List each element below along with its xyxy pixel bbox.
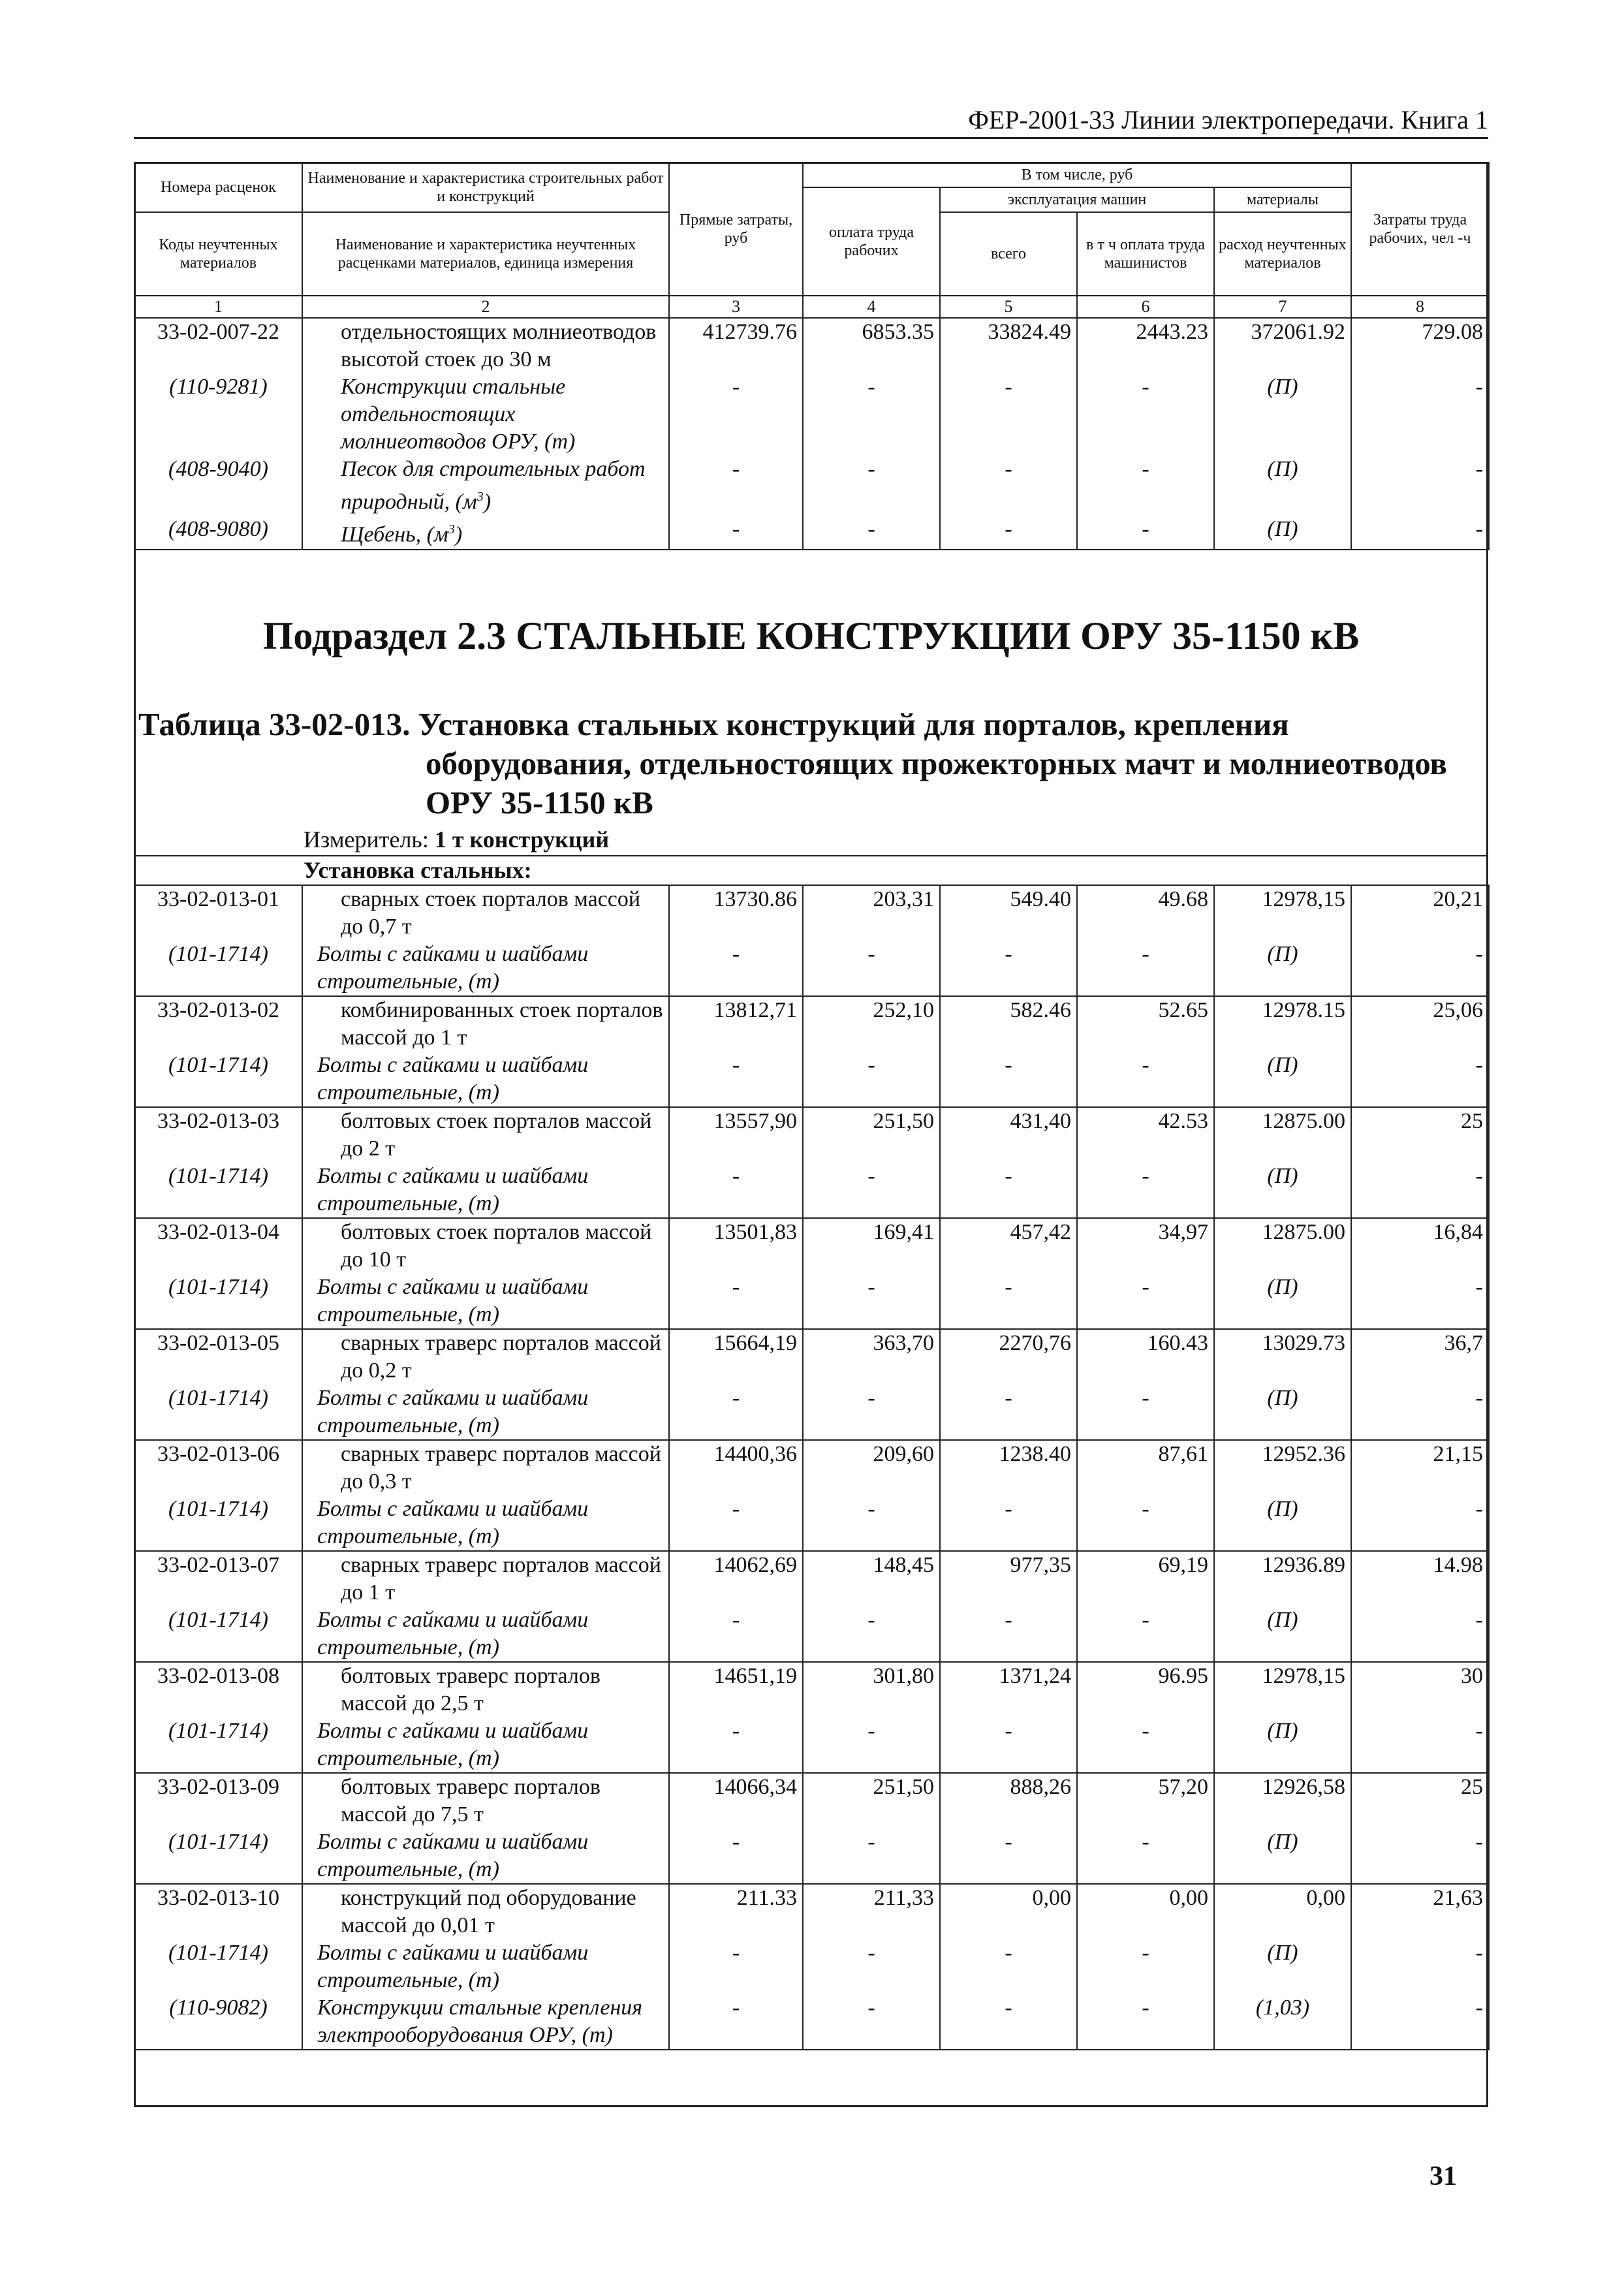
machinist-wages: 49.68	[1077, 885, 1214, 941]
rate-name: болтовых стоек порталов массой до 2 т	[302, 1107, 669, 1163]
labor-cost: 729.08	[1351, 318, 1489, 373]
machines-cost: -	[940, 1496, 1077, 1551]
material-name: Болты с гайками и шайбами строительные, (т)	[302, 1496, 669, 1551]
machines-cost: -	[940, 1994, 1077, 2050]
direct-cost: 14651,19	[669, 1662, 803, 1717]
materials-cost: 12978,15	[1214, 885, 1351, 941]
labor-cost: 20,21	[1351, 885, 1489, 941]
materials-cost: (П)	[1214, 1163, 1351, 1218]
labor-cost: 14.98	[1351, 1551, 1489, 1606]
wages-cost: 6853.35	[803, 318, 940, 373]
col-name-bottom: Наименование и характеристика неучтенных расценками материалов, единица измерения	[302, 212, 669, 296]
material-name: Болты с гайками и шайбами строительные, (т)	[302, 1828, 669, 1884]
direct-cost: -	[669, 1385, 803, 1440]
table-row	[134, 516, 1489, 549]
materials-cost: (П)	[1214, 1496, 1351, 1551]
meter-label: Измеритель:	[304, 826, 429, 853]
machinist-wages: -	[1077, 1274, 1214, 1329]
machines-cost: 2270,76	[940, 1329, 1077, 1385]
machines-cost: 977,35	[940, 1551, 1077, 1606]
machinist-wages: 87,61	[1077, 1440, 1214, 1496]
wages-cost: -	[803, 1717, 940, 1773]
direct-cost: -	[669, 1274, 803, 1329]
labor-cost: 25,06	[1351, 996, 1489, 1052]
machines-cost: -	[940, 1163, 1077, 1218]
table-row	[134, 373, 1489, 456]
labor-cost: -	[1351, 1274, 1489, 1329]
material-code: (408-9080)	[134, 516, 302, 549]
materials-cost: (П)	[1214, 456, 1351, 516]
machinist-wages: -	[1077, 1606, 1214, 1662]
labor-cost: -	[1351, 1717, 1489, 1773]
labor-cost: -	[1351, 1496, 1489, 1551]
wages-cost: 203,31	[803, 885, 940, 941]
wages-cost: 301,80	[803, 1662, 940, 1717]
machinist-wages: 160.43	[1077, 1329, 1214, 1385]
wages-cost: -	[803, 1274, 940, 1329]
wages-cost: 169,41	[803, 1218, 940, 1274]
wages-cost: 209,60	[803, 1440, 940, 1496]
wages-cost: -	[803, 1994, 940, 2050]
direct-cost: 14066,34	[669, 1773, 803, 1828]
column-numbers-row	[134, 296, 1489, 318]
labor-cost: -	[1351, 941, 1489, 996]
material-code: (101-1714)	[134, 941, 302, 996]
machinist-wages: 57,20	[1077, 1773, 1214, 1828]
machinist-wages: -	[1077, 1496, 1214, 1551]
material-name: Болты с гайками и шайбами строительные, (т)	[302, 1385, 669, 1440]
table-row	[134, 1218, 1489, 1274]
materials-cost: (П)	[1214, 1828, 1351, 1884]
material-code: (101-1714)	[134, 1828, 302, 1884]
machinist-wages: 2443.23	[1077, 318, 1214, 373]
materials-cost: (П)	[1214, 1274, 1351, 1329]
rate-code: 33-02-013-06	[134, 1440, 302, 1496]
rate-code: 33-02-013-08	[134, 1662, 302, 1717]
rates-table-top	[134, 162, 1490, 550]
table-row	[134, 1551, 1489, 1606]
machinist-wages: 34,97	[1077, 1218, 1214, 1274]
col-num: 5	[940, 296, 1077, 318]
col-machines: эксплуатация машин	[940, 187, 1214, 212]
labor-cost: 25	[1351, 1773, 1489, 1828]
table-row	[134, 1773, 1489, 1828]
wages-cost: -	[803, 1606, 940, 1662]
direct-cost: 14400,36	[669, 1440, 803, 1496]
rate-name: конструкций под оборудование массой до 0,01 т	[302, 1884, 669, 1939]
materials-cost: 372061.92	[1214, 318, 1351, 373]
material-name: Болты с гайками и шайбами строительные, (т)	[302, 1163, 669, 1218]
col-num: 4	[803, 296, 940, 318]
rate-code: 33-02-013-04	[134, 1218, 302, 1274]
machines-cost: -	[940, 1052, 1077, 1107]
col-num: 7	[1214, 296, 1351, 318]
col-incl: В том числе, руб	[803, 163, 1351, 187]
subhead: Установка стальных:	[304, 857, 532, 883]
machinist-wages: -	[1077, 516, 1214, 549]
rate-name: болтовых траверс порталов массой до 7,5 т	[302, 1773, 669, 1828]
col-num: 2	[302, 296, 669, 318]
machinist-wages: -	[1077, 941, 1214, 996]
wages-cost: -	[803, 516, 940, 549]
col-machines-wages: в т ч оплата труда машинистов	[1077, 212, 1214, 296]
table-row	[134, 1274, 1489, 1329]
direct-cost: -	[669, 1606, 803, 1662]
labor-cost: 21,63	[1351, 1884, 1489, 1939]
machines-cost: -	[940, 1274, 1077, 1329]
machinist-wages: -	[1077, 1163, 1214, 1218]
labor-cost: 21,15	[1351, 1440, 1489, 1496]
material-code: (101-1714)	[134, 1052, 302, 1107]
rate-name: сварных траверс порталов массой до 0,2 т	[302, 1329, 669, 1385]
material-name: Болты с гайками и шайбами строительные, (т)	[302, 1606, 669, 1662]
col-code-bottom: Коды неучтенных материалов	[134, 212, 302, 296]
machines-cost: -	[940, 516, 1077, 549]
col-num: 8	[1351, 296, 1489, 318]
materials-cost: 12978.15	[1214, 996, 1351, 1052]
machines-cost: -	[940, 941, 1077, 996]
labor-cost: 25	[1351, 1107, 1489, 1163]
table-row	[134, 996, 1489, 1052]
rate-code: 33-02-007-22	[134, 318, 302, 373]
table-row	[134, 1385, 1489, 1440]
materials-cost: (П)	[1214, 1939, 1351, 1994]
material-name: Болты с гайками и шайбами строительные, (т)	[302, 1274, 669, 1329]
labor-cost: -	[1351, 516, 1489, 549]
material-name: Щебень, $(м^3)$	[302, 516, 669, 549]
machines-cost: -	[940, 373, 1077, 456]
materials-cost: (1,03)	[1214, 1994, 1351, 2050]
direct-cost: -	[669, 373, 803, 456]
rate-code: 33-02-013-10	[134, 1884, 302, 1939]
rate-name: сварных траверс порталов массой до 1 т	[302, 1551, 669, 1606]
table-row	[134, 1496, 1489, 1551]
wages-cost: 251,50	[803, 1107, 940, 1163]
rate-name: болтовых траверс порталов массой до 2,5 т	[302, 1662, 669, 1717]
rate-code: 33-02-013-05	[134, 1329, 302, 1385]
col-machines-total: всего	[940, 212, 1077, 296]
material-name: Конструкции стальные крепления электрооборудования ОРУ, (т)	[302, 1994, 669, 2050]
materials-cost: (П)	[1214, 516, 1351, 549]
table-row	[134, 1329, 1489, 1385]
materials-cost: 12875.00	[1214, 1218, 1351, 1274]
table-row	[134, 1662, 1489, 1717]
table-row	[134, 1884, 1489, 1939]
table-row	[134, 1163, 1489, 1218]
material-code: (101-1714)	[134, 1496, 302, 1551]
direct-cost: 14062,69	[669, 1551, 803, 1606]
machinist-wages: 0,00	[1077, 1884, 1214, 1939]
wages-cost: -	[803, 1385, 940, 1440]
rate-name: болтовых стоек порталов массой до 10 т	[302, 1218, 669, 1274]
rate-name: сварных стоек порталов массой до 0,7 т	[302, 885, 669, 941]
wages-cost: -	[803, 456, 940, 516]
machines-cost: -	[940, 1606, 1077, 1662]
col-code-top: Номера расценок	[134, 163, 302, 212]
table-row	[134, 1828, 1489, 1884]
table-row	[134, 1606, 1489, 1662]
direct-cost: 13557,90	[669, 1107, 803, 1163]
machines-cost: 549.40	[940, 885, 1077, 941]
direct-cost: 412739.76	[669, 318, 803, 373]
machines-cost: 1371,24	[940, 1662, 1077, 1717]
material-name: Болты с гайками и шайбами строительные, (т)	[302, 941, 669, 996]
table-row	[134, 885, 1489, 941]
wages-cost: -	[803, 373, 940, 456]
machinist-wages: 42.53	[1077, 1107, 1214, 1163]
material-code: (110-9082)	[134, 1994, 302, 2050]
rate-code: 33-02-013-03	[134, 1107, 302, 1163]
machines-cost: -	[940, 1385, 1077, 1440]
machinist-wages: -	[1077, 1385, 1214, 1440]
direct-cost: 13501,83	[669, 1218, 803, 1274]
machinist-wages: -	[1077, 1828, 1214, 1884]
machinist-wages: 69,19	[1077, 1551, 1214, 1606]
col-num: 1	[134, 296, 302, 318]
materials-cost: 12926,58	[1214, 1773, 1351, 1828]
labor-cost: 30	[1351, 1662, 1489, 1717]
col-materials: материалы	[1214, 187, 1351, 212]
col-materials-sub: расход неучтенных материалов	[1214, 212, 1351, 296]
machinist-wages: 96.95	[1077, 1662, 1214, 1717]
material-name: Болты с гайками и шайбами строительные, (т)	[302, 1052, 669, 1107]
direct-cost: 13730.86	[669, 885, 803, 941]
direct-cost: 15664,19	[669, 1329, 803, 1385]
wages-cost: -	[803, 1939, 940, 1994]
labor-cost: 16,84	[1351, 1218, 1489, 1274]
rate-name: комбинированных стоек порталов массой до 1 т	[302, 996, 669, 1052]
labor-cost: -	[1351, 1052, 1489, 1107]
machinist-wages: 52.65	[1077, 996, 1214, 1052]
rate-name: отдельностоящих молниеотводов высотой стоек до 30 м	[302, 318, 669, 373]
table-title-line: ОРУ 35-1150 кВ	[426, 785, 653, 821]
header-rule	[134, 137, 1488, 139]
col-name-top: Наименование и характеристика строительных работ и конструкций	[302, 163, 669, 212]
wages-cost: 251,50	[803, 1773, 940, 1828]
materials-cost: (П)	[1214, 1052, 1351, 1107]
direct-cost: -	[669, 516, 803, 549]
table-row	[134, 456, 1489, 516]
wages-cost: 211,33	[803, 1884, 940, 1939]
material-name: Болты с гайками и шайбами строительные, (т)	[302, 1717, 669, 1773]
machinist-wages: -	[1077, 1994, 1214, 2050]
wages-cost: -	[803, 1496, 940, 1551]
direct-cost: -	[669, 1994, 803, 2050]
machinist-wages: -	[1077, 1052, 1214, 1107]
direct-cost: -	[669, 456, 803, 516]
table-row	[134, 318, 1489, 373]
machines-cost: -	[940, 1717, 1077, 1773]
direct-cost: 13812,71	[669, 996, 803, 1052]
rate-code: 33-02-013-02	[134, 996, 302, 1052]
table-title-line: Таблица 33-02-013. Установка стальных конструкций для порталов, крепления	[138, 706, 1289, 742]
labor-cost: -	[1351, 373, 1489, 456]
rate-code: 33-02-013-01	[134, 885, 302, 941]
direct-cost: -	[669, 941, 803, 996]
labor-cost: -	[1351, 1606, 1489, 1662]
page-number: 31	[1429, 2161, 1457, 2191]
material-code: (101-1714)	[134, 1606, 302, 1662]
table-row	[134, 1939, 1489, 1994]
machines-cost: 0,00	[940, 1884, 1077, 1939]
materials-cost: 12936.89	[1214, 1551, 1351, 1606]
table-row	[134, 941, 1489, 996]
material-code: (110-9281)	[134, 373, 302, 456]
labor-cost: -	[1351, 1939, 1489, 1994]
machinist-wages: -	[1077, 456, 1214, 516]
meter-value: 1 т конструкций	[434, 826, 610, 853]
col-num: 6	[1077, 296, 1214, 318]
materials-cost: 12978,15	[1214, 1662, 1351, 1717]
col-labor: Затраты труда рабочих, чел -ч	[1351, 163, 1489, 296]
machines-cost: 431,40	[940, 1107, 1077, 1163]
top-table-wrap	[134, 162, 1488, 550]
material-code: (101-1714)	[134, 1163, 302, 1218]
wages-cost: -	[803, 1163, 940, 1218]
labor-cost: -	[1351, 1163, 1489, 1218]
direct-cost: -	[669, 1163, 803, 1218]
machinist-wages: -	[1077, 1717, 1214, 1773]
meter	[304, 826, 609, 853]
wages-cost: -	[803, 1828, 940, 1884]
material-code: (101-1714)	[134, 1274, 302, 1329]
rate-code: 33-02-013-09	[134, 1773, 302, 1828]
page-header: ФЕР-2001-33 Линии электропередачи. Книга 1	[968, 105, 1488, 134]
table-title-line: оборудования, отдельностоящих прожекторных мачт и молниеотводов	[426, 745, 1447, 781]
main-table-wrap	[134, 885, 1488, 2050]
table-row	[134, 1440, 1489, 1496]
machines-cost: -	[940, 456, 1077, 516]
materials-cost: 12952.36	[1214, 1440, 1351, 1496]
table-row	[134, 1994, 1489, 2050]
wages-cost: 148,45	[803, 1551, 940, 1606]
table-row	[134, 1107, 1489, 1163]
materials-cost: 0,00	[1214, 1884, 1351, 1939]
table-title	[138, 705, 1483, 822]
machines-cost: 1238.40	[940, 1440, 1077, 1496]
materials-cost: 13029.73	[1214, 1329, 1351, 1385]
machines-cost: 457,42	[940, 1218, 1077, 1274]
materials-cost: (П)	[1214, 1606, 1351, 1662]
machines-cost: -	[940, 1828, 1077, 1884]
table-row	[134, 1052, 1489, 1107]
materials-cost: (П)	[1214, 1385, 1351, 1440]
direct-cost: -	[669, 1052, 803, 1107]
material-code: (101-1714)	[134, 1385, 302, 1440]
labor-cost: -	[1351, 1385, 1489, 1440]
machines-cost: -	[940, 1939, 1077, 1994]
machinist-wages: -	[1077, 1939, 1214, 1994]
wages-cost: 252,10	[803, 996, 940, 1052]
wages-cost: 363,70	[803, 1329, 940, 1385]
direct-cost: 211.33	[669, 1884, 803, 1939]
material-name: Песок для строительных работ природный, $(м^3)$	[302, 456, 669, 516]
labor-cost: -	[1351, 1828, 1489, 1884]
col-wages: оплата труда рабочих	[803, 187, 940, 296]
labor-cost: -	[1351, 1994, 1489, 2050]
wages-cost: -	[803, 941, 940, 996]
table-row	[134, 1717, 1489, 1773]
rate-code: 33-02-013-07	[134, 1551, 302, 1606]
material-code: (101-1714)	[134, 1717, 302, 1773]
wages-cost: -	[803, 1052, 940, 1107]
machines-cost: 582.46	[940, 996, 1077, 1052]
material-name: Болты с гайками и шайбами строительные, (т)	[302, 1939, 669, 1994]
labor-cost: -	[1351, 456, 1489, 516]
materials-cost: (П)	[1214, 1717, 1351, 1773]
material-code: (408-9040)	[134, 456, 302, 516]
section-title: Подраздел 2.3 СТАЛЬНЫЕ КОНСТРУКЦИИ ОРУ 35-1150 кВ	[262, 614, 1360, 657]
materials-cost: (П)	[1214, 373, 1351, 456]
direct-cost: -	[669, 1717, 803, 1773]
materials-cost: 12875.00	[1214, 1107, 1351, 1163]
machinist-wages: -	[1077, 373, 1214, 456]
direct-cost: -	[669, 1828, 803, 1884]
machines-cost: 888,26	[940, 1773, 1077, 1828]
machines-cost: 33824.49	[940, 318, 1077, 373]
direct-cost: -	[669, 1939, 803, 1994]
material-name: Конструкции стальные отдельностоящих молниеотводов ОРУ, (т)	[302, 373, 669, 456]
material-code: (101-1714)	[134, 1939, 302, 1994]
col-num: 3	[669, 296, 803, 318]
direct-cost: -	[669, 1496, 803, 1551]
rates-table-main	[134, 885, 1490, 2050]
materials-cost: (П)	[1214, 941, 1351, 996]
rate-name: сварных траверс порталов массой до 0,3 т	[302, 1440, 669, 1496]
labor-cost: 36,7	[1351, 1329, 1489, 1385]
col-direct: Прямые затраты, руб	[669, 163, 803, 296]
